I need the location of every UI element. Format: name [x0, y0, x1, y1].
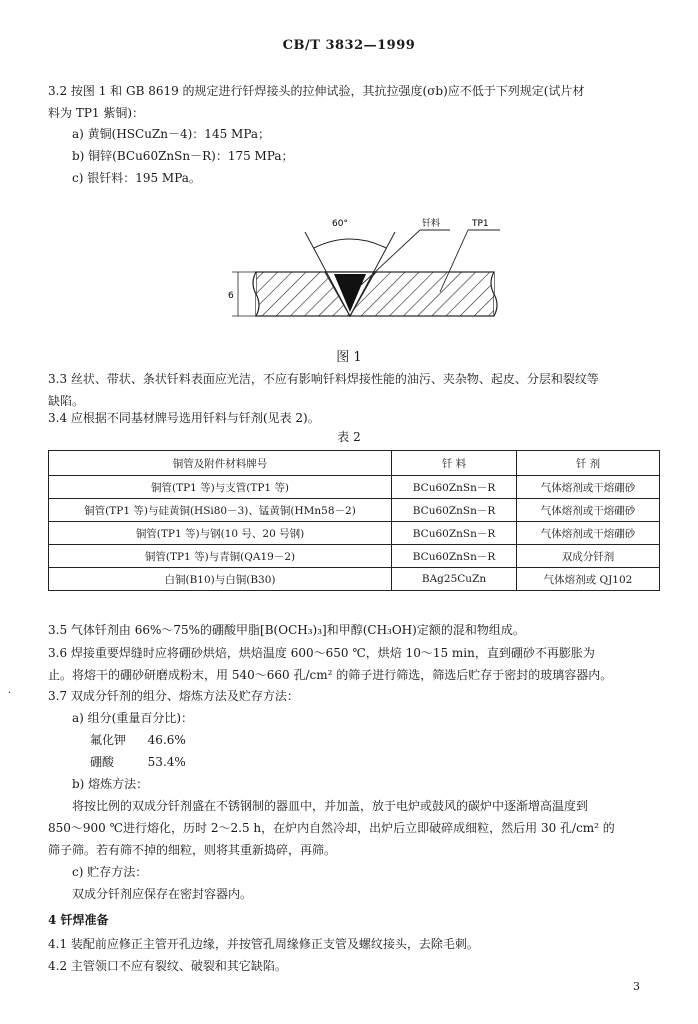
- header-material: 铜管及附件材料牌号: [49, 451, 392, 476]
- standard-header: CB/T 3832—1999: [282, 38, 416, 53]
- section-4-2: 4.2 主管领口不应有裂纹、破裂和其它缺陷。: [48, 959, 287, 973]
- table-row: [49, 476, 660, 499]
- cell-flux: 气体熔剂或干熔硼砂: [517, 476, 660, 499]
- storage-text: 双成分钎剂应保存在密封容器内。: [72, 887, 253, 901]
- table-header-row: [49, 451, 660, 476]
- section-4-1: 4.1 装配前应修正主管开孔边缘，并按管孔周缘修正支管及螺纹接头，去除毛刺。: [48, 937, 479, 951]
- figure-1-caption: 图 1: [336, 350, 362, 365]
- cell-filler: BAg25CuZn: [392, 568, 517, 591]
- section-3-3: [48, 368, 660, 412]
- cell-flux: 气体熔剂或干熔硼砂: [517, 522, 660, 545]
- cell-flux: 气体熔剂或干熔硼砂: [517, 499, 660, 522]
- cell-material: 白铜(B10)与白铜(B30): [49, 568, 392, 591]
- composition-title: a) 组分(重量百分比)：: [72, 711, 194, 725]
- composition-row-2: [90, 752, 186, 772]
- smelting-line3: 筛子筛。若有筛不掉的细粒，则将其重新捣碎，再筛。: [48, 843, 337, 857]
- page-number: 3: [633, 980, 640, 993]
- section-3-2: [48, 80, 660, 124]
- item-a-brass: a) 黄铜(HSCuZn－4)：145 MPa；: [72, 127, 271, 141]
- section-3-5: 3.5 气体钎剂由 66%～75%的硼酸甲脂[B(OCH₃)₃]和甲醇(CH₃OH)定额的混和物组成。: [48, 623, 525, 637]
- figure-1-weld-joint: [210, 212, 500, 328]
- section-3-2-line2: 料为 TP1 紫铜)：: [48, 106, 145, 120]
- smelting-line2: 850～900 ℃进行熔化，历时 2～2.5 h，在炉内自然冷却，出炉后立即破碎成细粒，然后用 30 孔/cm² 的: [48, 821, 615, 835]
- section-3-6-line2: 止。将熔干的硼砂研磨成粉末，用 540～660 孔/cm² 的筛子进行筛选，筛选后贮存于密封的玻璃容器内。: [48, 668, 613, 682]
- cell-filler: BCu60ZnSn－R: [392, 522, 517, 545]
- component-value: 46.6%: [147, 733, 186, 747]
- component-value: 53.4%: [147, 755, 186, 769]
- cell-material: 铜管(TP1 等)与青铜(QA19－2): [49, 545, 392, 568]
- section-3-7-title: 3.7 双成分钎剂的组分、熔炼方法及贮存方法：: [48, 689, 299, 703]
- header-filler: 钎 料: [392, 451, 517, 476]
- margin-mark: ·: [8, 688, 12, 699]
- cell-material: 铜管(TP1 等)与支管(TP1 等): [49, 476, 392, 499]
- smelting-title: b) 熔炼方法：: [72, 777, 149, 791]
- section-3-2-line1: 3.2 按图 1 和 GB 8619 的规定进行钎焊接头的拉伸试验，其抗拉强度(σb)应不低于下列规定(试片材: [48, 84, 585, 98]
- thickness-label: 6: [228, 291, 234, 301]
- cell-material: 铜管(TP1 等)与钢(10 号、20 号钢): [49, 522, 392, 545]
- item-c-silver-filler: c) 银钎料：195 MPa。: [72, 171, 201, 185]
- table-row: [49, 499, 660, 522]
- storage-title: c) 贮存方法：: [72, 865, 148, 879]
- section-4-title: 4 钎焊准备: [48, 913, 109, 927]
- composition-row-1: [90, 730, 186, 750]
- section-3-3-line2: 缺陷。: [48, 394, 85, 408]
- cell-flux: 双成分钎剂: [517, 545, 660, 568]
- table-2-title: 表 2: [337, 430, 361, 444]
- base-plate-hatch: [256, 272, 494, 316]
- cell-filler: BCu60ZnSn－R: [392, 545, 517, 568]
- section-3-3-line1: 3.3 丝状、带状、条状钎料表面应光洁，不应有影响钎料焊接性能的油污、夹杂物、起皮、分层和裂纹等: [48, 372, 599, 386]
- smelting-line1: 将按比例的双成分钎剂盛在不锈钢制的器皿中，并加盖，放于电炉或鼓风的碳炉中逐渐增高温度到: [72, 799, 589, 813]
- table-row: [49, 522, 660, 545]
- angle-label: 60°: [332, 219, 348, 229]
- header-flux: 钎 剂: [517, 451, 660, 476]
- component-name: 硼酸: [90, 755, 115, 769]
- section-3-6: [48, 642, 660, 686]
- component-name: 氟化钾: [90, 733, 127, 747]
- base-material-label: TP1: [472, 219, 489, 229]
- filler-label: 钎料: [422, 219, 441, 229]
- section-3-6-line1: 3.6 焊接重要焊缝时应将硼砂烘焙，烘焙温度 600～650 ℃，烘焙 10～15 min，直到硼砂不再膨胀为: [48, 646, 595, 660]
- cell-filler: BCu60ZnSn－R: [392, 499, 517, 522]
- cell-flux: 气体熔剂或 QJ102: [517, 568, 660, 591]
- item-b-copper-zinc: b) 铜锌(BCu60ZnSn－R)：175 MPa；: [72, 149, 294, 163]
- table-row: [49, 568, 660, 591]
- cell-material: 铜管(TP1 等)与硅黄铜(HSi80－3)、锰黄铜(HMn58－2): [49, 499, 392, 522]
- section-3-4: 3.4 应根据不同基材牌号选用钎料与钎剂(见表 2)。: [48, 411, 320, 425]
- table-2: [48, 450, 660, 591]
- cell-filler: BCu60ZnSn－R: [392, 476, 517, 499]
- table-row: [49, 545, 660, 568]
